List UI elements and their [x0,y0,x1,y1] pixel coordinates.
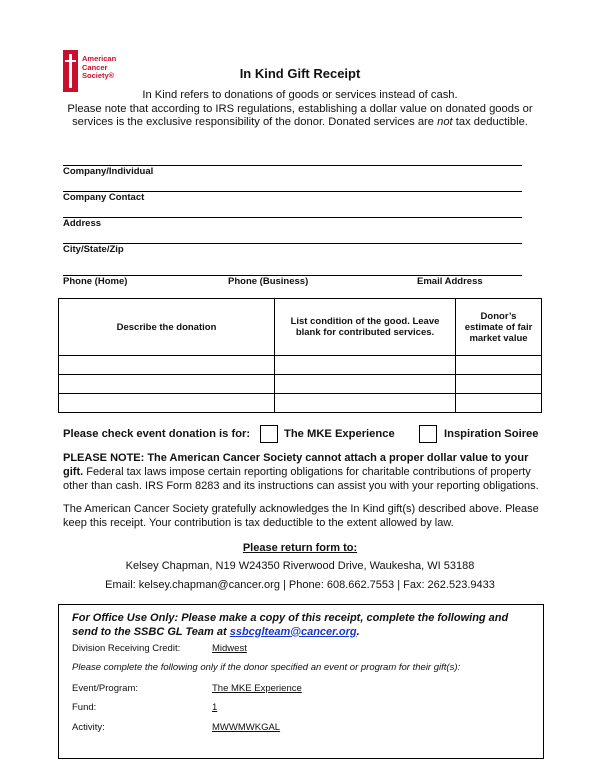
condition-header: List condition of the good. Leave blank for contributed services. [275,299,456,356]
office-use-box [58,604,544,759]
table-row [59,375,542,394]
please-note-paragraph: PLEASE NOTE: The American Cancer Society cannot attach a proper dollar value to your gift. Federal tax laws impose certain reporting obligations for charitable contributions of property other than cash. IRS Form 8283 and its instructions can assist you with your reporting obligations. [63,452,539,492]
table-header-row [59,299,542,356]
donation-table [58,298,542,413]
city-state-zip-label: City/State/Zip [63,244,124,255]
phone-business-label: Phone (Business) [228,276,309,287]
activity-value: MWWMWKGAL [212,722,281,733]
inspiration-soiree-label: Inspiration Soiree [444,428,539,440]
mke-experience-label: The MKE Experience [284,428,395,440]
fair-market-value-header: Donor’s estimate of fair market value [456,299,542,356]
company-contact-label: Company Contact [63,192,145,203]
phone-home-label: Phone (Home) [63,276,128,287]
value-cell[interactable] [456,356,542,375]
fund-value: 1 [212,702,218,713]
email-address-label: Email Address [417,276,483,287]
describe-donation-header: Describe the donation [59,299,275,356]
inspiration-soiree-checkbox[interactable] [419,425,437,443]
donation-cell[interactable] [59,394,275,413]
division-label: Division Receiving Credit: [72,643,181,654]
address-field[interactable] [63,217,522,218]
value-cell[interactable] [456,375,542,394]
office-instruction: Please complete the following only if the donor specified an event or program for their gift(s): [72,662,461,673]
city-state-zip-field[interactable] [63,243,522,244]
return-contact: Email: kelsey.chapman@cancer.org | Phone: 608.662.7553 | Fax: 262.523.9433 [105,579,495,591]
condition-cell[interactable] [275,394,456,413]
mke-experience-checkbox[interactable] [260,425,278,443]
acknowledgement-paragraph: The American Cancer Society gratefully acknowledges the In Kind gift(s) described above. Please keep this receipt. Your contribution is tax deductible to the extent allowed by law. [63,503,539,529]
condition-cell[interactable] [275,356,456,375]
condition-cell[interactable] [275,375,456,394]
event-prompt: Please check event donation is for: [63,428,251,440]
donation-cell[interactable] [59,356,275,375]
event-program-value: The MKE Experience [212,683,302,694]
fund-label: Fund: [72,702,97,713]
logo-wordmark: American Cancer Society® [82,54,117,80]
address-label: Address [63,218,102,229]
intro-text: In Kind refers to donations of goods or services instead of cash. Please note that according to IRS regulations, establishing a dollar value on donated goods or services is the exclusive responsibility of the donor. Donated services are not tax deductible. [67,89,533,128]
return-heading: Please return form to: [242,542,358,554]
page-title: In Kind Gift Receipt [239,66,361,81]
division-value: Midwest [212,643,247,654]
office-use-title: For Office Use Only: Please make a copy of this receipt, complete the following and send to the SSBC GL Team at ssbcglteam@cancer.org. [72,612,509,638]
activity-label: Activity: [72,722,105,733]
company-individual-label: Company/Individual [63,166,154,177]
ssbc-email-link[interactable]: ssbcglteam@cancer.org [229,625,357,638]
donation-cell[interactable] [59,375,275,394]
event-program-label: Event/Program: [72,683,138,694]
value-cell[interactable] [456,394,542,413]
table-row [59,394,542,413]
return-address: Kelsey Chapman, N19 W24350 Riverwood Drive, Waukesha, WI 53188 [125,560,475,572]
table-row [59,356,542,375]
